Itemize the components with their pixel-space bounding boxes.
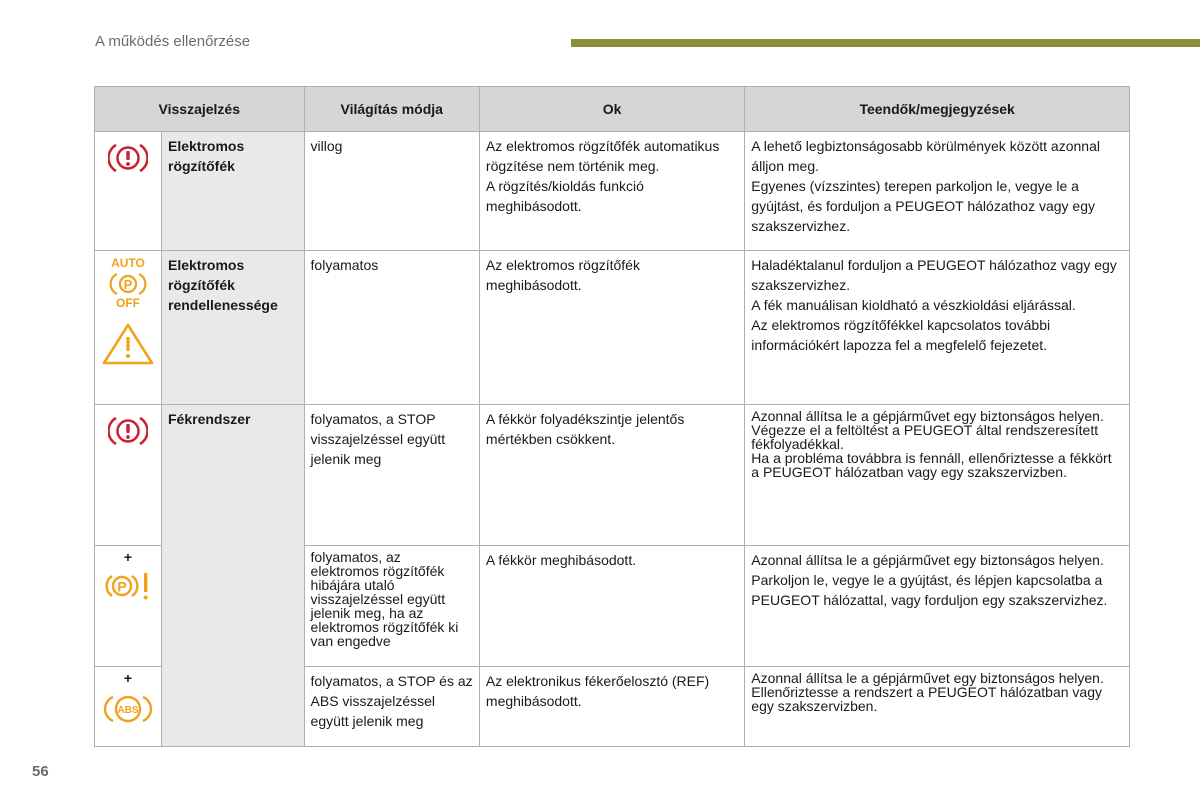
action-text: Egyenes (vízszintes) terepen parkoljon le, vegye le a gyújtást, és forduljon a PEUGEOT hálózathoz vagy egy szakszervizhez. (751, 178, 1096, 234)
action-cell (745, 405, 1130, 546)
icon-cell (95, 546, 162, 667)
action-text: Azonnal állítsa le a gépjárművet egy biztonságos helyen. (751, 552, 1104, 568)
warning-triangle-icon (101, 321, 155, 367)
table-row (95, 405, 1130, 546)
action-text: Haladéktalanul forduljon a PEUGEOT hálózathoz vagy egy szakszervizhez. (751, 257, 1117, 293)
action-cell (745, 546, 1130, 667)
warning-name: Elektromos rögzítőfék (162, 132, 305, 251)
auto-p-off-icon (105, 255, 151, 309)
column-header: Világítás módja (304, 87, 479, 132)
icon-off-label: OFF (116, 296, 140, 309)
action-text: Az elektromos rögzítőfékkel kapcsolatos további információkért lapozza fel a megfelelő fejezetet. (751, 317, 1051, 353)
table-row (95, 251, 1130, 405)
column-header: Ok (479, 87, 744, 132)
column-header: Teendők/megjegyzések (745, 87, 1130, 132)
plus-sign: + (123, 549, 133, 565)
warning-lights-table (94, 86, 1130, 747)
column-header: Visszajelzés (95, 87, 305, 132)
table-row (95, 132, 1130, 251)
red-exclamation-circle-icon (108, 413, 148, 449)
lighting-mode: folyamatos, a STOP és az ABS visszajelzéssel együtt jelenik meg (304, 667, 479, 747)
cause-text: Az elektromos rögzítőfék meghibásodott. (485, 257, 640, 293)
cause-cell (479, 251, 744, 405)
action-text: Ellenőriztesse a rendszert a PEUGEOT hálózatban vagy egy szakszervizben. (751, 684, 1102, 714)
lighting-mode: folyamatos (304, 251, 479, 405)
warning-name: Elektromos rögzítőfék rendellenessége (162, 251, 305, 405)
plus-sign: + (123, 670, 133, 686)
parking-brake-fault-icon (103, 570, 153, 602)
action-text: A lehető legbiztonságosabb körülmények között azonnal álljon meg. (751, 138, 1100, 174)
cause-text: Az elektromos rögzítőfék automatikus rögzítése nem történik meg. (485, 138, 720, 174)
svg-text:P: P (117, 578, 127, 595)
abs-icon-label: ABS (117, 705, 139, 716)
cause-text: A fékkör folyadékszintje jelentős mértékben csökkent. (485, 411, 685, 447)
lighting-mode: folyamatos, az elektromos rögzítőfék hibájára utaló visszajelzéssel együtt jelenik meg, ha az elektromos rögzítőfék ki van engedve (304, 546, 479, 667)
icon-cell (95, 405, 162, 546)
red-exclamation-circle-icon (108, 140, 148, 176)
svg-text:P: P (123, 277, 133, 292)
page-number: 56 (32, 763, 49, 780)
action-text: Parkoljon le, vegye le a gyújtást, és lépjen kapcsolatba a PEUGEOT hálózattal, vagy forduljon egy szakszervizhez. (751, 572, 1108, 608)
action-text: Ha a probléma továbbra is fennáll, ellenőriztesse a fékkört a PEUGEOT hálózatban vagy egy szakszervizben. (751, 450, 1112, 480)
action-text: Végezze el a feltöltést a PEUGEOT által rendszeresített fékfolyadékkal. (751, 422, 1099, 452)
action-cell (745, 132, 1130, 251)
lighting-mode: folyamatos, a STOP visszajelzéssel együtt jelenik meg (304, 405, 479, 546)
icon-auto-label: AUTO (111, 256, 145, 270)
cause-cell (479, 546, 744, 667)
cause-cell (479, 132, 744, 251)
abs-icon (103, 691, 153, 727)
icon-cell (95, 251, 162, 405)
cause-text: A fékkör meghibásodott. (485, 552, 637, 568)
icon-cell (95, 132, 162, 251)
icon-cell (95, 667, 162, 747)
cause-cell (479, 405, 744, 546)
cause-text: Az elektronikus fékerőelosztó (REF) meghibásodott. (485, 673, 710, 709)
action-text: A fék manuálisan kioldható a vészkioldási eljárással. (751, 297, 1076, 313)
action-text: Azonnal állítsa le a gépjárművet egy biztonságos helyen. (751, 408, 1104, 424)
action-cell (745, 251, 1130, 405)
cause-cell (479, 667, 744, 747)
header-accent-bar (571, 39, 1200, 47)
lighting-mode: villog (304, 132, 479, 251)
action-text: Azonnal állítsa le a gépjárművet egy biztonságos helyen. (751, 670, 1104, 686)
table-header-row (95, 87, 1130, 132)
cause-text: A rögzítés/kioldás funkció meghibásodott. (485, 178, 644, 214)
warning-name: Fékrendszer (162, 405, 305, 747)
action-cell (745, 667, 1130, 747)
section-title: A működés ellenőrzése (95, 33, 251, 50)
